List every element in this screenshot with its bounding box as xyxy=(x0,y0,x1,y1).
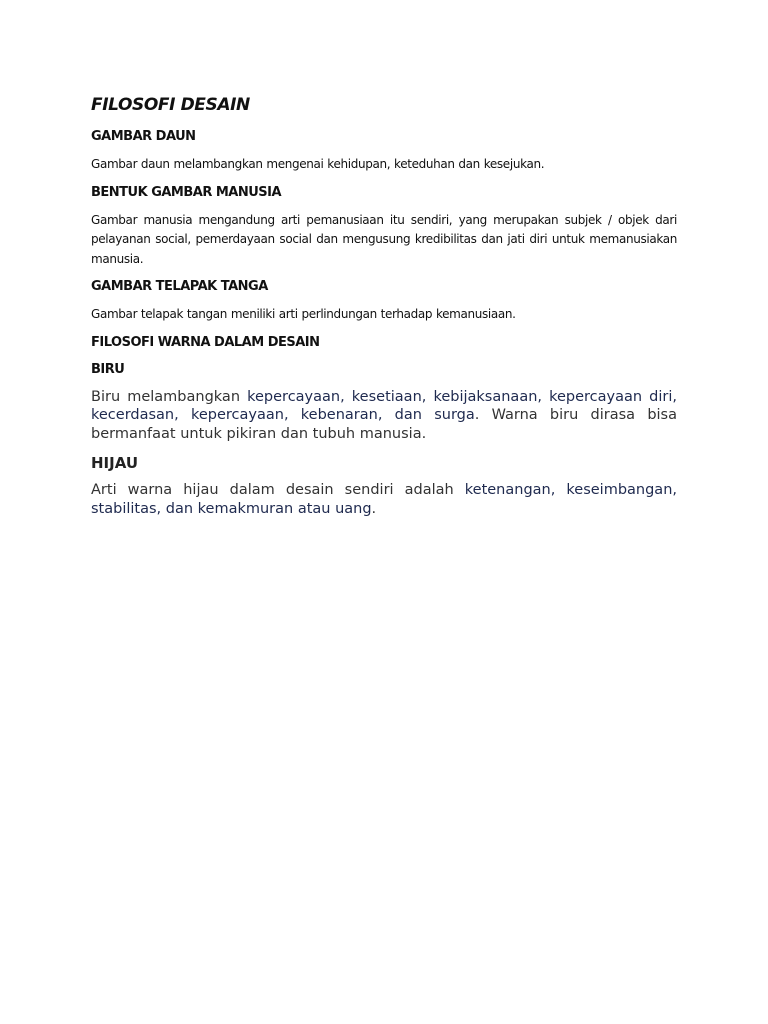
paragraph-gambar-telapak-tangan: Gambar telapak tangan meniliki arti perlindungan terhadap kemanusiaan. xyxy=(91,307,516,321)
heading-gambar-daun: GAMBAR DAUN xyxy=(91,129,196,144)
paragraph-hijau-highlight: ketenangan, keseimbangan, stabilitas, dan kemakmuran atau uang xyxy=(91,482,677,517)
paragraph-hijau-tail: . xyxy=(371,500,377,517)
paragraph-biru xyxy=(91,388,677,444)
heading-bentuk-gambar-manusia: BENTUK GAMBAR MANUSIA xyxy=(91,184,282,200)
paragraph-hijau-lead: Arti warna hijau dalam desain sendiri adalah xyxy=(91,482,465,498)
heading-biru: BIRU xyxy=(91,361,125,377)
paragraph-biru-lead: Biru melambangkan xyxy=(91,388,248,405)
heading-hijau: HIJAU xyxy=(91,454,139,472)
paragraph-bentuk-gambar-manusia: Gambar manusia mengandung arti pemanusiaan itu sendiri, yang merupakan subjek / objek dari pelayanan social, pemerdayaan social dan mengusung kredibilitas dan jati diri untuk memanusiakan manusia. xyxy=(91,212,677,266)
paragraph-gambar-daun: Gambar daun melambangkan mengenai kehidupan, keteduhan dan kesejukan. xyxy=(91,157,545,171)
document-title: FILOSOFI DESAIN xyxy=(91,95,250,115)
paragraph-hijau xyxy=(91,481,677,518)
paragraph-biru-tail: . Warna biru dirasa bisa bermanfaat untuk pikiran dan tubuh manusia. xyxy=(91,407,677,442)
paragraph-biru-highlight: kepercayaan, kesetiaan, kebijaksanaan, kepercayaan diri, kecerdasan, kepercayaan, kebenaran, dan surga xyxy=(91,388,678,423)
heading-gambar-telapak-tangan: GAMBAR TELAPAK TANGA xyxy=(91,279,268,294)
document-page xyxy=(91,94,677,528)
heading-filosofi-warna: FILOSOFI WARNA DALAM DESAIN xyxy=(91,334,320,350)
